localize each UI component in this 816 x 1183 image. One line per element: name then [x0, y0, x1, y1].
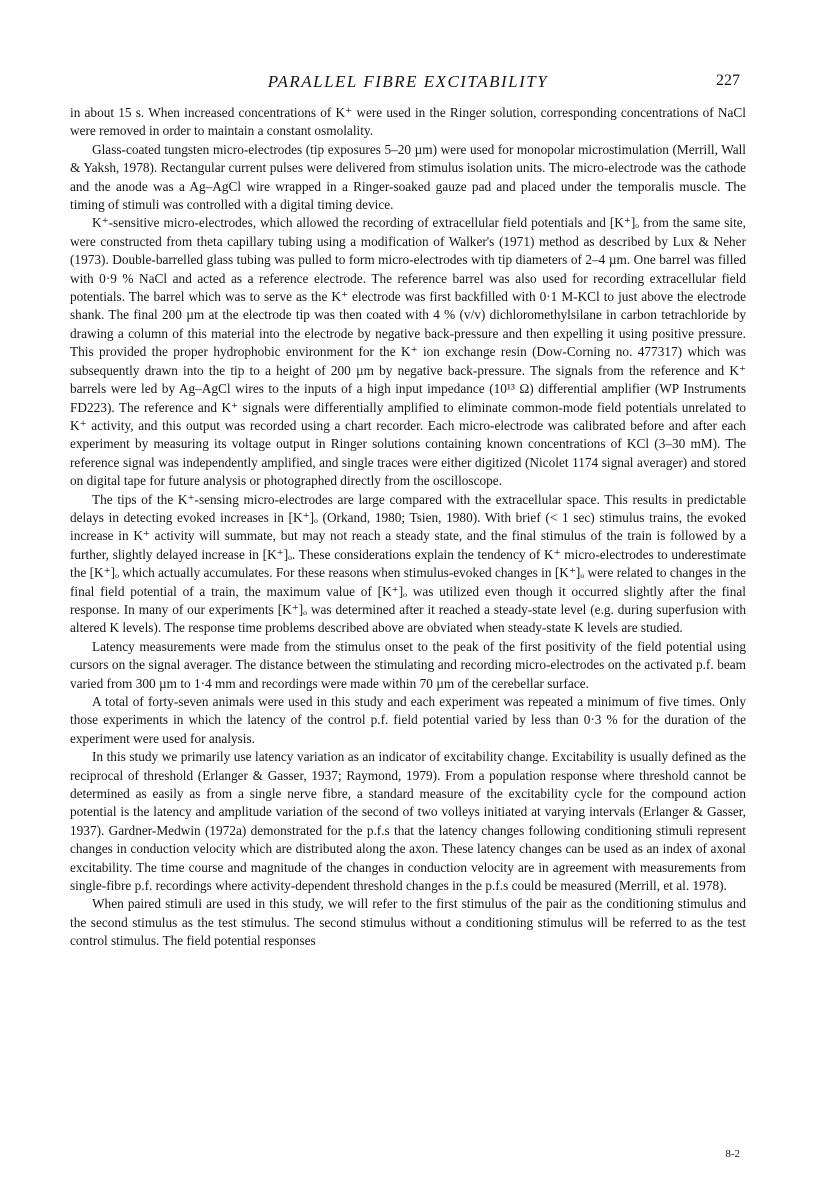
paragraph-continuation: in about 15 s. When increased concentrations of K⁺ were used in the Ringer solution, corresponding concentrations of NaCl were removed in order to maintain a constant osmolality.: [70, 105, 746, 139]
paragraph-potassium-electrodes: K⁺-sensitive micro-electrodes, which allowed the recording of extracellular field potentials and [K⁺]ₒ from the same site, were constructed from theta capillary tubing using a modification of Walker's (1971) method as described by Lux & Neher (1973). Double-barrelled glass tubing was pulled to form micro-electrodes with tip diameters of 2–4 µm. One barrel was filled with 0·9 % NaCl and acted as a reference electrode. The reference barrel was also used for recording extracellular field potentials. The barrel which was to serve as the K⁺ electrode was first backfilled with 0·1 M-KCl to just above the electrode shank. The final 200 µm at the electrode tip was then coated with 4 % (v/v) dichloromethylsilane in carbon tetrachloride by drawing a column of this material into the electrode by negative back-pressure and then expelling it using positive pressure. This provided the proper hydrophobic environment for the K⁺ ion exchange resin (Dow-Corning no. 477317) which was subsequently drawn into the tip to a height of 200 µm by negative back-pressure. The signals from the reference and K⁺ barrels were led by Ag–AgCl wires to the inputs of a high input impedance (10¹³ Ω) differential amplifier (WP Instruments FD223). The reference and K⁺ signals were differentially amplified to eliminate common-mode field potentials unrelated to K⁺ activity, and this output was recorded using a chart recorder. Each micro-electrode was calibrated before and after each experiment by measuring its voltage output in Ringer solutions containing known concentrations of KCl (3–30 mM). The reference signal was independently amplified, and single traces were either digitized (Nicolet 1174 signal averager) and stored on digital tape for future analysis or photographed directly from the oscilloscope.: [70, 215, 746, 489]
paragraph-paired-stimuli: When paired stimuli are used in this study, we will refer to the first stimulus of the pair as the conditioning stimulus and the second stimulus as the test stimulus. The second stimulus without a conditioning stimulus will be referred to as the test control stimulus. The field potential responses: [70, 896, 746, 949]
page-number: 227: [716, 72, 740, 89]
paragraph-animals: A total of forty-seven animals were used in this study and each experiment was repeated a minimum of five times. Only those experiments in which the latency of the control p.f. field potential varied by less than 0·3 % for the duration of the experiment were used for analysis.: [70, 694, 746, 746]
paragraph-excitability: In this study we primarily use latency variation as an indicator of excitability change. Excitability is usually defined as the reciprocal of threshold (Erlanger & Gasser, 1937; Raymond, 1979). From a population response where threshold cannot be determined as easily as from a single nerve fibre, a standard measure of the excitability cycle for the compound action potential is the latency and amplitude variation of the second of two volleys initiated at varying intervals (Erlanger & Gasser, 1937). Gardner-Medwin (1972a) demonstrated for the p.f.s that the latency changes following conditioning stimuli represent changes in conduction velocity which are distributed along the axon. These latency changes can be used as an index of axonal excitability. The time course and magnitude of the changes in conduction velocity are in agreement with measurements from single-fibre p.f. recordings where activity-dependent threshold changes in the p.f.s could be measured (Merrill, et al. 1978).: [70, 749, 746, 894]
paragraph-stimulation-electrodes: Glass-coated tungsten micro-electrodes (tip exposures 5–20 µm) were used for monopolar microstimulation (Merrill, Wall & Yaksh, 1978). Rectangular current pulses were delivered from stimulus isolation units. The micro-electrode was the cathode and the anode was a Ag–AgCl wire wrapped in a Ringer-soaked gauze pad and placed under the temporalis muscle. The timing of stimuli was controlled with a digital timing device.: [70, 141, 746, 213]
running-title: PARALLEL FIBRE EXCITABILITY: [267, 72, 549, 91]
signature-mark: 8-2: [725, 1148, 740, 1160]
paragraph-latency-measurements: Latency measurements were made from the stimulus onset to the peak of the first positivity of the field potential using cursors on the signal averager. The distance between the stimulating and recording micro-electrodes on the activated p.f. beam varied from 300 µm to 1·4 mm and recordings were made within 70 µm of the cerebellar surface.: [70, 638, 746, 691]
article-body: [70, 104, 746, 951]
paragraph-electrode-delays: The tips of the K⁺-sensing micro-electrodes are large compared with the extracellular space. This results in predictable delays in detecting evoked increases in [K⁺]ₒ (Orkand, 1980; Tsien, 1980). With brief (< 1 sec) stimulus trains, the evoked increase in K⁺ activity will summate, but may not reach a steady state, and the final stimulus of the train is followed by a further, slightly delayed increase in [K⁺]ₒ. These considerations explain the tendency of K⁺ micro-electrodes to underestimate the [K⁺]ₒ which actually accumulates. For these reasons when stimulus-evoked changes in [K⁺]ₒ were related to changes in the final field potential of a train, the maximum value of [K⁺]ₒ was utilized even though it occurred slightly after the final response. In many of our experiments [K⁺]ₒ was determined after it reached a steady-state level (e.g. during superfusion with altered K levels). The response time problems described above are obviated when steady-state K levels are studied.: [70, 491, 746, 636]
page-header: [70, 72, 746, 96]
